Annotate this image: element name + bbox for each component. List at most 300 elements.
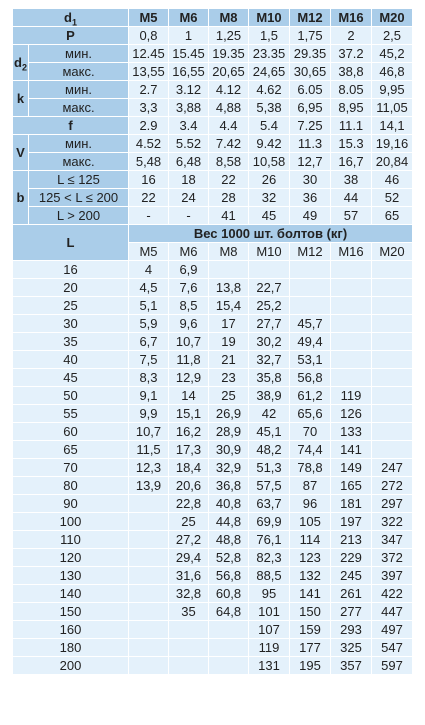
value-cell: 24 bbox=[169, 189, 209, 207]
value-cell: 1,5 bbox=[249, 27, 290, 45]
value-cell: 3.12 bbox=[169, 81, 209, 99]
value-cell bbox=[209, 261, 249, 279]
value-cell: 45,2 bbox=[372, 45, 413, 63]
value-cell: 45,1 bbox=[249, 423, 290, 441]
d1-header: $d_1$ bbox=[13, 9, 129, 27]
value-cell: 20,84 bbox=[372, 153, 413, 171]
value-cell: 20,65 bbox=[209, 63, 249, 81]
value-cell: 4,88 bbox=[209, 99, 249, 117]
value-cell: 8,3 bbox=[129, 369, 169, 387]
value-cell: 8.05 bbox=[331, 81, 372, 99]
value-cell: 13,9 bbox=[129, 477, 169, 495]
value-cell: 31,6 bbox=[169, 567, 209, 585]
length-cell: 45 bbox=[13, 369, 129, 387]
value-cell: 1,75 bbox=[290, 27, 331, 45]
value-cell: 29.35 bbox=[290, 45, 331, 63]
value-cell: 60,8 bbox=[209, 585, 249, 603]
value-cell: 30,2 bbox=[249, 333, 290, 351]
col-header: M6 bbox=[169, 9, 209, 27]
length-cell: 25 bbox=[13, 297, 129, 315]
value-cell: 9,9 bbox=[129, 405, 169, 423]
weight-row bbox=[13, 369, 413, 387]
value-cell: 19.35 bbox=[209, 45, 249, 63]
value-cell bbox=[331, 351, 372, 369]
value-cell: 22 bbox=[129, 189, 169, 207]
value-cell: 28,9 bbox=[209, 423, 249, 441]
value-cell: 247 bbox=[372, 459, 413, 477]
weight-col-header: M10 bbox=[249, 243, 290, 261]
value-cell: 44 bbox=[331, 189, 372, 207]
value-cell bbox=[372, 405, 413, 423]
value-cell: 4,5 bbox=[129, 279, 169, 297]
value-cell: 29,4 bbox=[169, 549, 209, 567]
value-cell bbox=[169, 657, 209, 675]
value-cell: 56,8 bbox=[209, 567, 249, 585]
value-cell: 49 bbox=[290, 207, 331, 225]
value-cell: 57,5 bbox=[249, 477, 290, 495]
value-cell: 5,9 bbox=[129, 315, 169, 333]
value-cell: 2,5 bbox=[372, 27, 413, 45]
value-cell: 65,6 bbox=[290, 405, 331, 423]
value-cell: 19,16 bbox=[372, 135, 413, 153]
value-cell bbox=[372, 297, 413, 315]
value-cell: 14,1 bbox=[372, 117, 413, 135]
weight-row bbox=[13, 279, 413, 297]
value-cell bbox=[372, 369, 413, 387]
weight-title-row bbox=[13, 225, 413, 243]
value-cell: 6,48 bbox=[169, 153, 209, 171]
v-row bbox=[13, 153, 413, 171]
value-cell bbox=[129, 585, 169, 603]
value-cell: 49,4 bbox=[290, 333, 331, 351]
value-cell: 14 bbox=[169, 387, 209, 405]
weight-row bbox=[13, 621, 413, 639]
value-cell: 12,3 bbox=[129, 459, 169, 477]
value-cell: 4 bbox=[129, 261, 169, 279]
length-cell: 30 bbox=[13, 315, 129, 333]
value-cell: 23 bbox=[209, 369, 249, 387]
d2-sublabel: мин. bbox=[29, 45, 129, 63]
value-cell bbox=[372, 387, 413, 405]
value-cell bbox=[209, 639, 249, 657]
value-cell: 11,5 bbox=[129, 441, 169, 459]
value-cell: 9,1 bbox=[129, 387, 169, 405]
value-cell: 38,8 bbox=[331, 63, 372, 81]
value-cell: 497 bbox=[372, 621, 413, 639]
value-cell: 12,7 bbox=[290, 153, 331, 171]
length-cell: 160 bbox=[13, 621, 129, 639]
value-cell: 15,1 bbox=[169, 405, 209, 423]
col-header: M16 bbox=[331, 9, 372, 27]
value-cell: 5,1 bbox=[129, 297, 169, 315]
value-cell: 447 bbox=[372, 603, 413, 621]
value-cell: 11,8 bbox=[169, 351, 209, 369]
value-cell bbox=[331, 297, 372, 315]
value-cell: 119 bbox=[249, 639, 290, 657]
value-cell: 27,7 bbox=[249, 315, 290, 333]
value-cell: 61,2 bbox=[290, 387, 331, 405]
p-label: P bbox=[13, 27, 129, 45]
value-cell: 195 bbox=[290, 657, 331, 675]
value-cell: 245 bbox=[331, 567, 372, 585]
header-row bbox=[13, 9, 413, 27]
value-cell bbox=[129, 495, 169, 513]
value-cell: 7,5 bbox=[129, 351, 169, 369]
value-cell: 10,7 bbox=[129, 423, 169, 441]
value-cell: 114 bbox=[290, 531, 331, 549]
value-cell: 65 bbox=[372, 207, 413, 225]
b-row bbox=[13, 189, 413, 207]
value-cell: 293 bbox=[331, 621, 372, 639]
value-cell: 41 bbox=[209, 207, 249, 225]
value-cell: 17 bbox=[209, 315, 249, 333]
value-cell: 11.1 bbox=[331, 117, 372, 135]
value-cell: 547 bbox=[372, 639, 413, 657]
value-cell: 10,7 bbox=[169, 333, 209, 351]
value-cell: 181 bbox=[331, 495, 372, 513]
value-cell: 6,95 bbox=[290, 99, 331, 117]
value-cell: 12.45 bbox=[129, 45, 169, 63]
value-cell: 25 bbox=[169, 513, 209, 531]
value-cell: 21 bbox=[209, 351, 249, 369]
value-cell: 105 bbox=[290, 513, 331, 531]
length-cell: 110 bbox=[13, 531, 129, 549]
value-cell: 19 bbox=[209, 333, 249, 351]
value-cell: 15,4 bbox=[209, 297, 249, 315]
value-cell: 35,8 bbox=[249, 369, 290, 387]
value-cell: 78,8 bbox=[290, 459, 331, 477]
length-cell: 16 bbox=[13, 261, 129, 279]
value-cell: 11,05 bbox=[372, 99, 413, 117]
length-cell: 35 bbox=[13, 333, 129, 351]
value-cell: 150 bbox=[290, 603, 331, 621]
value-cell: 4.62 bbox=[249, 81, 290, 99]
value-cell: - bbox=[129, 207, 169, 225]
value-cell: 213 bbox=[331, 531, 372, 549]
value-cell: 22,8 bbox=[169, 495, 209, 513]
f-row bbox=[13, 117, 413, 135]
value-cell: 9,95 bbox=[372, 81, 413, 99]
value-cell: 18 bbox=[169, 171, 209, 189]
weight-row bbox=[13, 405, 413, 423]
value-cell bbox=[372, 351, 413, 369]
b-row bbox=[13, 207, 413, 225]
value-cell: 5,48 bbox=[129, 153, 169, 171]
bolt-spec-table bbox=[12, 8, 413, 675]
value-cell: 397 bbox=[372, 567, 413, 585]
value-cell: 141 bbox=[331, 441, 372, 459]
l-header: L bbox=[13, 225, 129, 261]
value-cell: 5.52 bbox=[169, 135, 209, 153]
weight-col-header: M8 bbox=[209, 243, 249, 261]
value-cell: 26,9 bbox=[209, 405, 249, 423]
value-cell: 40,8 bbox=[209, 495, 249, 513]
d2-row bbox=[13, 45, 413, 63]
value-cell: 30,9 bbox=[209, 441, 249, 459]
value-cell: 36 bbox=[290, 189, 331, 207]
value-cell: 22,7 bbox=[249, 279, 290, 297]
value-cell: 123 bbox=[290, 549, 331, 567]
value-cell: 56,8 bbox=[290, 369, 331, 387]
col-header: M10 bbox=[249, 9, 290, 27]
d2-row bbox=[13, 63, 413, 81]
value-cell: 126 bbox=[331, 405, 372, 423]
value-cell: 6,7 bbox=[129, 333, 169, 351]
weight-row bbox=[13, 513, 413, 531]
value-cell: 3,3 bbox=[129, 99, 169, 117]
b-row bbox=[13, 171, 413, 189]
value-cell: 24,65 bbox=[249, 63, 290, 81]
value-cell: 13,8 bbox=[209, 279, 249, 297]
value-cell: 7,6 bbox=[169, 279, 209, 297]
value-cell: 119 bbox=[331, 387, 372, 405]
value-cell bbox=[372, 423, 413, 441]
length-cell: 20 bbox=[13, 279, 129, 297]
value-cell: 101 bbox=[249, 603, 290, 621]
value-cell bbox=[209, 657, 249, 675]
value-cell bbox=[372, 279, 413, 297]
k-row bbox=[13, 99, 413, 117]
value-cell: 15.3 bbox=[331, 135, 372, 153]
value-cell bbox=[129, 549, 169, 567]
weight-row bbox=[13, 459, 413, 477]
value-cell: 372 bbox=[372, 549, 413, 567]
value-cell: 25 bbox=[209, 387, 249, 405]
weight-col-header: M5 bbox=[129, 243, 169, 261]
value-cell: 347 bbox=[372, 531, 413, 549]
value-cell bbox=[372, 441, 413, 459]
value-cell bbox=[331, 369, 372, 387]
b-label: b bbox=[13, 171, 29, 225]
value-cell: 32,9 bbox=[209, 459, 249, 477]
value-cell: 12,9 bbox=[169, 369, 209, 387]
value-cell: 69,9 bbox=[249, 513, 290, 531]
value-cell: 46 bbox=[372, 171, 413, 189]
value-cell: 6.05 bbox=[290, 81, 331, 99]
value-cell: 35 bbox=[169, 603, 209, 621]
length-cell: 50 bbox=[13, 387, 129, 405]
bolt-spec-table-wrapper bbox=[12, 8, 412, 675]
weight-col-header: M20 bbox=[372, 243, 413, 261]
value-cell: 3,88 bbox=[169, 99, 209, 117]
value-cell: 7.42 bbox=[209, 135, 249, 153]
value-cell: 165 bbox=[331, 477, 372, 495]
length-cell: 100 bbox=[13, 513, 129, 531]
value-cell: 1,25 bbox=[209, 27, 249, 45]
d2-sublabel: макс. bbox=[29, 63, 129, 81]
value-cell bbox=[372, 261, 413, 279]
value-cell bbox=[249, 261, 290, 279]
value-cell: 132 bbox=[290, 567, 331, 585]
value-cell: 26 bbox=[249, 171, 290, 189]
value-cell: 64,8 bbox=[209, 603, 249, 621]
value-cell: 4.52 bbox=[129, 135, 169, 153]
value-cell bbox=[129, 531, 169, 549]
value-cell bbox=[372, 333, 413, 351]
value-cell: 11.3 bbox=[290, 135, 331, 153]
weight-row bbox=[13, 603, 413, 621]
b-sublabel: L > 200 bbox=[29, 207, 129, 225]
value-cell: 23.35 bbox=[249, 45, 290, 63]
weight-row bbox=[13, 657, 413, 675]
value-cell: 15.45 bbox=[169, 45, 209, 63]
value-cell bbox=[372, 315, 413, 333]
value-cell: 45 bbox=[249, 207, 290, 225]
value-cell: 3.4 bbox=[169, 117, 209, 135]
b-sublabel: 125 < L ≤ 200 bbox=[29, 189, 129, 207]
weight-row bbox=[13, 441, 413, 459]
value-cell: 8,95 bbox=[331, 99, 372, 117]
value-cell: 32,8 bbox=[169, 585, 209, 603]
value-cell: 45,7 bbox=[290, 315, 331, 333]
length-cell: 150 bbox=[13, 603, 129, 621]
value-cell: 48,2 bbox=[249, 441, 290, 459]
value-cell bbox=[331, 279, 372, 297]
value-cell: 197 bbox=[331, 513, 372, 531]
value-cell: 357 bbox=[331, 657, 372, 675]
v-sublabel: макс. bbox=[29, 153, 129, 171]
value-cell: 17,3 bbox=[169, 441, 209, 459]
value-cell bbox=[290, 297, 331, 315]
value-cell: 18,4 bbox=[169, 459, 209, 477]
col-header: M20 bbox=[372, 9, 413, 27]
value-cell: 52 bbox=[372, 189, 413, 207]
weight-col-header: M6 bbox=[169, 243, 209, 261]
value-cell: 36,8 bbox=[209, 477, 249, 495]
weight-row bbox=[13, 387, 413, 405]
value-cell: 57 bbox=[331, 207, 372, 225]
value-cell: 261 bbox=[331, 585, 372, 603]
length-cell: 120 bbox=[13, 549, 129, 567]
value-cell: 44,8 bbox=[209, 513, 249, 531]
value-cell: 51,3 bbox=[249, 459, 290, 477]
value-cell: 131 bbox=[249, 657, 290, 675]
value-cell bbox=[331, 315, 372, 333]
p-row bbox=[13, 27, 413, 45]
value-cell: - bbox=[169, 207, 209, 225]
value-cell: 0,8 bbox=[129, 27, 169, 45]
value-cell: 30 bbox=[290, 171, 331, 189]
col-header: M12 bbox=[290, 9, 331, 27]
value-cell bbox=[129, 513, 169, 531]
value-cell: 16,7 bbox=[331, 153, 372, 171]
value-cell: 16 bbox=[129, 171, 169, 189]
length-cell: 55 bbox=[13, 405, 129, 423]
value-cell: 1 bbox=[169, 27, 209, 45]
value-cell: 16,55 bbox=[169, 63, 209, 81]
value-cell: 20,6 bbox=[169, 477, 209, 495]
value-cell: 177 bbox=[290, 639, 331, 657]
length-cell: 140 bbox=[13, 585, 129, 603]
weight-row bbox=[13, 315, 413, 333]
value-cell: 48,8 bbox=[209, 531, 249, 549]
value-cell: 82,3 bbox=[249, 549, 290, 567]
value-cell: 597 bbox=[372, 657, 413, 675]
length-cell: 60 bbox=[13, 423, 129, 441]
weight-row bbox=[13, 423, 413, 441]
value-cell: 74,4 bbox=[290, 441, 331, 459]
value-cell bbox=[169, 621, 209, 639]
length-cell: 130 bbox=[13, 567, 129, 585]
value-cell: 141 bbox=[290, 585, 331, 603]
value-cell: 8,5 bbox=[169, 297, 209, 315]
col-header: M8 bbox=[209, 9, 249, 27]
k-sublabel: мин. bbox=[29, 81, 129, 99]
value-cell: 9.42 bbox=[249, 135, 290, 153]
weight-row bbox=[13, 297, 413, 315]
value-cell bbox=[331, 333, 372, 351]
value-cell bbox=[290, 279, 331, 297]
value-cell: 4.12 bbox=[209, 81, 249, 99]
value-cell bbox=[169, 639, 209, 657]
weight-row bbox=[13, 351, 413, 369]
weight-row bbox=[13, 549, 413, 567]
weight-row bbox=[13, 495, 413, 513]
value-cell: 46,8 bbox=[372, 63, 413, 81]
value-cell: 2.7 bbox=[129, 81, 169, 99]
value-cell bbox=[129, 621, 169, 639]
weight-row bbox=[13, 639, 413, 657]
weight-row bbox=[13, 585, 413, 603]
value-cell: 159 bbox=[290, 621, 331, 639]
value-cell: 32,7 bbox=[249, 351, 290, 369]
value-cell: 76,1 bbox=[249, 531, 290, 549]
value-cell bbox=[331, 261, 372, 279]
weight-body bbox=[13, 225, 413, 675]
weight-row bbox=[13, 261, 413, 279]
value-cell bbox=[129, 603, 169, 621]
value-cell: 2 bbox=[331, 27, 372, 45]
value-cell bbox=[290, 261, 331, 279]
length-cell: 65 bbox=[13, 441, 129, 459]
length-cell: 80 bbox=[13, 477, 129, 495]
value-cell: 42 bbox=[249, 405, 290, 423]
value-cell: 107 bbox=[249, 621, 290, 639]
value-cell bbox=[129, 567, 169, 585]
weight-col-header: M12 bbox=[290, 243, 331, 261]
value-cell: 325 bbox=[331, 639, 372, 657]
weight-row bbox=[13, 477, 413, 495]
value-cell: 9,6 bbox=[169, 315, 209, 333]
d2-label: $d_2$ bbox=[13, 45, 29, 81]
value-cell: 7.25 bbox=[290, 117, 331, 135]
v-label: V bbox=[13, 135, 29, 171]
col-header: M5 bbox=[129, 9, 169, 27]
value-cell: 10,58 bbox=[249, 153, 290, 171]
value-cell: 30,65 bbox=[290, 63, 331, 81]
value-cell: 8,58 bbox=[209, 153, 249, 171]
value-cell bbox=[209, 621, 249, 639]
value-cell: 88,5 bbox=[249, 567, 290, 585]
value-cell: 133 bbox=[331, 423, 372, 441]
value-cell: 229 bbox=[331, 549, 372, 567]
value-cell: 322 bbox=[372, 513, 413, 531]
weight-row bbox=[13, 531, 413, 549]
value-cell: 70 bbox=[290, 423, 331, 441]
b-sublabel: L ≤ 125 bbox=[29, 171, 129, 189]
weight-title: Вес 1000 шт. болтов (кг) bbox=[129, 225, 413, 243]
value-cell: 2.9 bbox=[129, 117, 169, 135]
value-cell: 28 bbox=[209, 189, 249, 207]
length-cell: 200 bbox=[13, 657, 129, 675]
value-cell: 63,7 bbox=[249, 495, 290, 513]
k-sublabel: макс. bbox=[29, 99, 129, 117]
value-cell: 37.2 bbox=[331, 45, 372, 63]
value-cell bbox=[129, 639, 169, 657]
value-cell: 422 bbox=[372, 585, 413, 603]
value-cell: 22 bbox=[209, 171, 249, 189]
value-cell: 149 bbox=[331, 459, 372, 477]
